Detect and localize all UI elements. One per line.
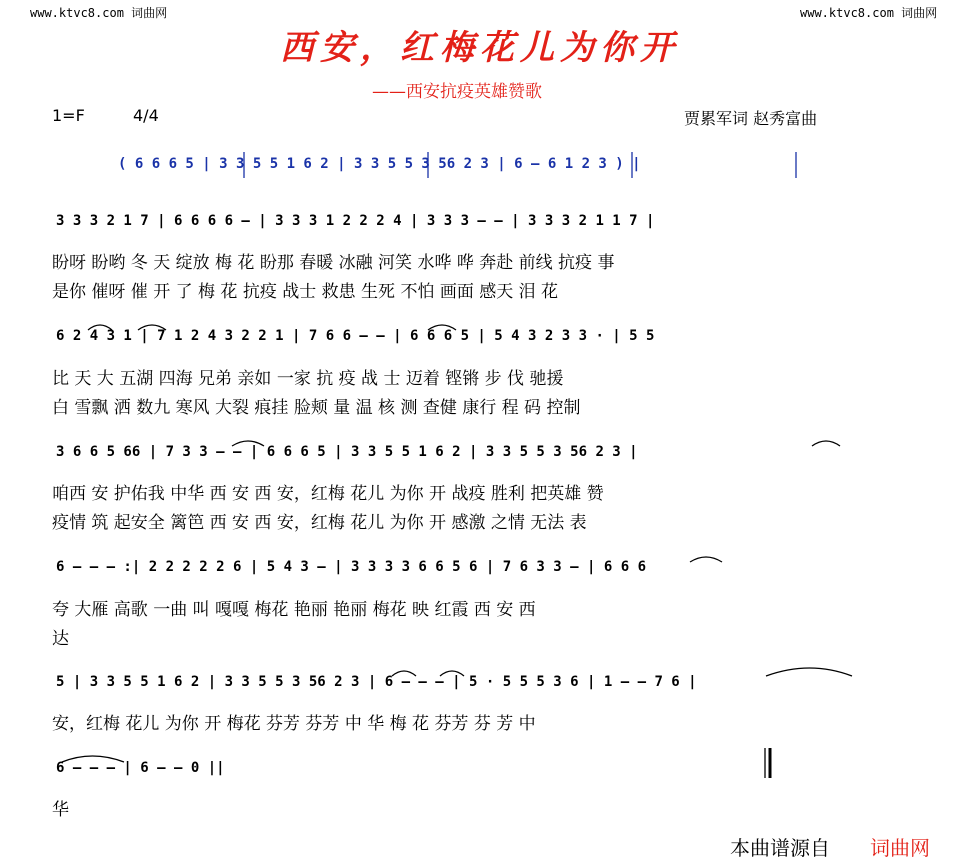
notation-line-3: 3 6 6 5 66 | 7 3 3 – – | 6 6 6 5 | 3 3 5 5 1 6 2 | 3 3 5 5 3 56 2 3 | <box>56 444 638 460</box>
slur-mark <box>88 325 112 330</box>
footer-site-link[interactable]: 词曲网 <box>870 836 930 860</box>
slur-mark <box>812 441 840 446</box>
notation-line-1: 3 3 3 2 1 7 | 6 6 6 6 – | 3 3 3 1 2 2 2 4 | 3 3 3 – – | 3 3 3 2 1 1 7 | <box>56 213 655 229</box>
lyric-line-2-verse-1: 比 天 大 五湖 四海 兄弟 亲如 一家 抗 疫 战 士 迈着 铿锵 步 伐 驰援 <box>52 369 564 389</box>
lyric-line-4-verse-1: 夸 大雁 高歌 一曲 叫 嘎嘎 梅花 艳丽 艳丽 梅花 映 红霞 西 安 西 <box>52 600 536 620</box>
watermark-left: www.ktvc8.com 词曲网 <box>30 6 168 20</box>
song-subtitle: ——西安抗疫英雄赞歌 <box>372 82 542 102</box>
song-title: 西安，红梅花儿为你开 <box>280 28 680 68</box>
slur-mark <box>690 557 722 562</box>
notation-line-5: 5 | 3 3 5 5 1 6 2 | 3 3 5 5 3 56 2 3 | 6 – – – | 5 · 5 5 5 3 6 | 1 – – 7 6 | <box>56 674 697 690</box>
lyric-line-3-verse-2: 疫情 筑 起安全 篱笆 西 安 西 安，红梅 花儿 为你 开 感激 之情 无法 表 <box>52 513 587 533</box>
slur-mark <box>392 671 416 676</box>
lyric-line-5-verse-1: 安，红梅 花儿 为你 开 梅花 芬芳 芬芳 中 华 梅 花 芬芳 芬 芳 中 <box>52 714 536 734</box>
slur-mark <box>428 325 456 330</box>
lyric-line-6-verse-1: 华 <box>52 800 69 820</box>
lyric-line-4-verse-2: 达 <box>52 629 69 649</box>
notation-line-4: 6 – – – :| 2 2 2 2 2 6 | 5 4 3 – | 3 3 3 3 6 6 5 6 | 7 6 3 3 – | 6 6 6 <box>56 559 647 575</box>
slur-mark <box>232 441 264 446</box>
credits: 贾累军词 赵秀富曲 <box>684 109 818 128</box>
notation-line-6: 6 – – – | 6 – – 0 || <box>56 760 225 776</box>
key-signature: 1=F <box>52 106 85 125</box>
notation-line-2: 6 2 4 3 1 | 7 1 2 4 3 2 2 1 | 7 6 6 – – | 6 6 6 5 | 5 4 3 2 3 3 · | 5 5 <box>56 328 655 344</box>
lyric-line-1-verse-2: 是你 催呀 催 开 了 梅 花 抗疫 战士 救患 生死 不怕 画面 感天 泪 花 <box>52 282 559 302</box>
slur-mark <box>766 668 852 676</box>
intro-notation: ( 6 6 6 5 | 3 3 5 5 1 6 2 | 3 3 5 5 3 56 2 3 | 6 – 6 1 2 3 ) | <box>118 156 641 172</box>
lyric-line-2-verse-2: 白 雪飘 洒 数九 寒风 大裂 痕挂 脸颊 量 温 核 测 查健 康行 程 码 控制 <box>52 398 581 418</box>
time-signature: 4/4 <box>133 106 159 125</box>
lyric-line-3-verse-1: 咱西 安 护佑我 中华 西 安 西 安，红梅 花儿 为你 开 战疫 胜利 把英雄 赞 <box>52 484 604 504</box>
lyric-line-1-verse-1: 盼呀 盼哟 冬 天 绽放 梅 花 盼那 春暖 冰融 河笑 水哗 哗 奔赴 前线 抗疫 事 <box>52 253 615 273</box>
watermark-right: www.ktvc8.com 词曲网 <box>800 6 938 20</box>
slur-mark <box>440 671 464 676</box>
footer-source-label: 本曲谱源自 <box>730 836 830 860</box>
slur-mark <box>138 325 166 330</box>
slur-mark <box>62 756 124 762</box>
